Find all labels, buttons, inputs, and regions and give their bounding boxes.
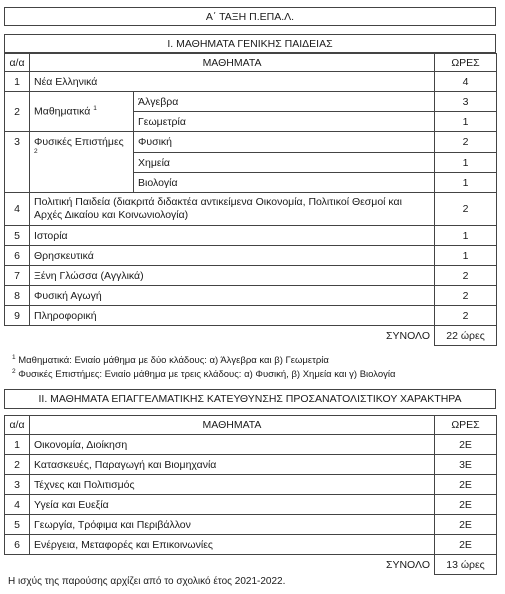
total-label: ΣΥΝΟΛΟ — [5, 326, 435, 346]
table-row — [5, 306, 497, 326]
table-row — [5, 226, 497, 246]
class-title-text: Α΄ ΤΑΞΗ Π.ΕΠΑ.Λ. — [205, 10, 295, 23]
branch-hours: 3 — [435, 92, 497, 112]
subject-hours: 2 — [435, 286, 497, 306]
row-number: 7 — [5, 266, 30, 286]
total-row — [5, 326, 497, 346]
footnote-marker: 1 — [93, 105, 97, 113]
total-row — [5, 555, 497, 575]
vocational-section-title-text: ΙΙ. ΜΑΘΗΜΑΤΑ ΕΠΑΓΓΕΛΜΑΤΙΚΗΣ ΚΑΤΕΥΘΥΝΣΗΣ ΠΡΟΣΑΝΑΤΟΛΙΣΤΙΚΟΥ ΧΑΡΑΚΤΗΡΑ — [38, 393, 462, 405]
branch-name: Βιολογία — [134, 173, 435, 193]
subject-name: Οικονομία, Διοίκηση — [30, 435, 435, 455]
table-row — [5, 132, 497, 153]
subject-name: Πολιτική Παιδεία (διακριτά διδακτέα αντικείμενα Οικονομία, Πολιτικοί Θεσμοί και Αρχές Δικαίου και Κοινωνιολογία) — [30, 193, 435, 226]
subject-hours: 2Ε — [435, 535, 497, 555]
col-header-hours: ΩΡΕΣ — [435, 416, 497, 435]
subject-name: Πληροφορική — [30, 306, 435, 326]
subject-hours: 2 — [435, 193, 497, 226]
subject-name: Γεωργία, Τρόφιμα και Περιβάλλον — [30, 515, 435, 535]
subject-hours: 2Ε — [435, 435, 497, 455]
table-row — [5, 286, 497, 306]
table-row — [5, 535, 497, 555]
subject-hours: 1 — [435, 226, 497, 246]
footnote-marker: 1 — [12, 354, 16, 361]
subject-hours: 2Ε — [435, 495, 497, 515]
subject-name: Μαθηματικά $^1$ — [30, 92, 134, 132]
branch-hours: 1 — [435, 112, 497, 132]
table-row — [5, 193, 497, 226]
col-header-aa: α/α — [5, 54, 30, 72]
footer-note: Η ισχύς της παρούσης αρχίζει από το σχολικό έτος 2021-2022. — [8, 576, 286, 587]
subject-name: Τέχνες και Πολιτισμός — [30, 475, 435, 495]
footnote-marker: 2 — [34, 148, 38, 155]
subject-hours: 2Ε — [435, 475, 497, 495]
table-row — [5, 435, 497, 455]
row-number: 4 — [5, 193, 30, 226]
row-number: 1 — [5, 72, 30, 92]
row-number: 1 — [5, 435, 30, 455]
subject-name: Κατασκευές, Παραγωγή και Βιομηχανία — [30, 455, 435, 475]
row-number: 5 — [5, 515, 30, 535]
footnote-text: Μαθηματικά: Ενιαίο μάθημα με δύο κλάδους: α) Άλγεβρα και β) Γεωμετρία — [18, 355, 329, 367]
row-number: 4 — [5, 495, 30, 515]
subject-name: Νέα Ελληνικά — [30, 72, 435, 92]
row-number: 3 — [5, 475, 30, 495]
footnote-marker: 2 — [12, 368, 16, 375]
table-row — [5, 495, 497, 515]
col-header-hours: ΩΡΕΣ — [435, 54, 497, 72]
total-value: 22 ώρες — [435, 326, 497, 346]
subject-hours: 1 — [435, 246, 497, 266]
table-row — [5, 92, 497, 112]
general-section-title-text: Ι. ΜΑΘΗΜΑΤΑ ΓΕΝΙΚΗΣ ΠΑΙΔΕΙΑΣ — [167, 37, 333, 50]
branch-hours: 2 — [435, 132, 497, 153]
subject-name: Θρησκευτικά — [30, 246, 435, 266]
table-row — [5, 455, 497, 475]
col-header-subject: ΜΑΘΗΜΑΤΑ — [30, 416, 435, 435]
row-number: 5 — [5, 226, 30, 246]
class-title — [4, 7, 496, 26]
subject-name: Υγεία και Ευεξία — [30, 495, 435, 515]
table-row — [5, 515, 497, 535]
total-label: ΣΥΝΟΛΟ — [5, 555, 435, 575]
row-number: 2 — [5, 92, 30, 132]
footnote-2 — [12, 366, 396, 381]
subject-hours: 2 — [435, 266, 497, 286]
subject-name: Φυσικές Επιστήμες $^2$ — [30, 132, 134, 193]
row-number: 2 — [5, 455, 30, 475]
row-number: 6 — [5, 535, 30, 555]
subject-name: Ιστορία — [30, 226, 435, 246]
general-section-title — [4, 34, 496, 53]
col-header-aa: α/α — [5, 416, 30, 435]
table-row — [5, 246, 497, 266]
vocational-subjects-table — [4, 415, 497, 575]
subject-name: Ξένη Γλώσσα (Αγγλικά) — [30, 266, 435, 286]
branch-name: Φυσική — [134, 132, 435, 153]
row-number: 9 — [5, 306, 30, 326]
branch-name: Χημεία — [134, 153, 435, 173]
subject-hours: 3Ε — [435, 455, 497, 475]
subject-name: Ενέργεια, Μεταφορές και Επικοινωνίες — [30, 535, 435, 555]
general-subjects-table — [4, 53, 497, 346]
branch-name: Άλγεβρα — [134, 92, 435, 112]
table-row — [5, 72, 497, 92]
row-number: 3 — [5, 132, 30, 193]
subject-hours: 4 — [435, 72, 497, 92]
branch-hours: 1 — [435, 173, 497, 193]
branch-hours: 1 — [435, 153, 497, 173]
footnote-text: Φυσικές Επιστήμες: Ενιαίο μάθημα με τρεις κλάδους: α) Φυσική, β) Χημεία και γ) Βιολογία — [18, 369, 396, 381]
table-row — [5, 475, 497, 495]
subject-hours: 2Ε — [435, 515, 497, 535]
branch-name: Γεωμετρία — [134, 112, 435, 132]
vocational-section-title — [4, 389, 496, 409]
row-number: 6 — [5, 246, 30, 266]
subject-name: Φυσική Αγωγή — [30, 286, 435, 306]
table-row — [5, 266, 497, 286]
col-header-subject: ΜΑΘΗΜΑΤΑ — [30, 54, 435, 72]
total-value: 13 ώρες — [435, 555, 497, 575]
subject-hours: 2 — [435, 306, 497, 326]
row-number: 8 — [5, 286, 30, 306]
footnote-1 — [12, 352, 329, 367]
